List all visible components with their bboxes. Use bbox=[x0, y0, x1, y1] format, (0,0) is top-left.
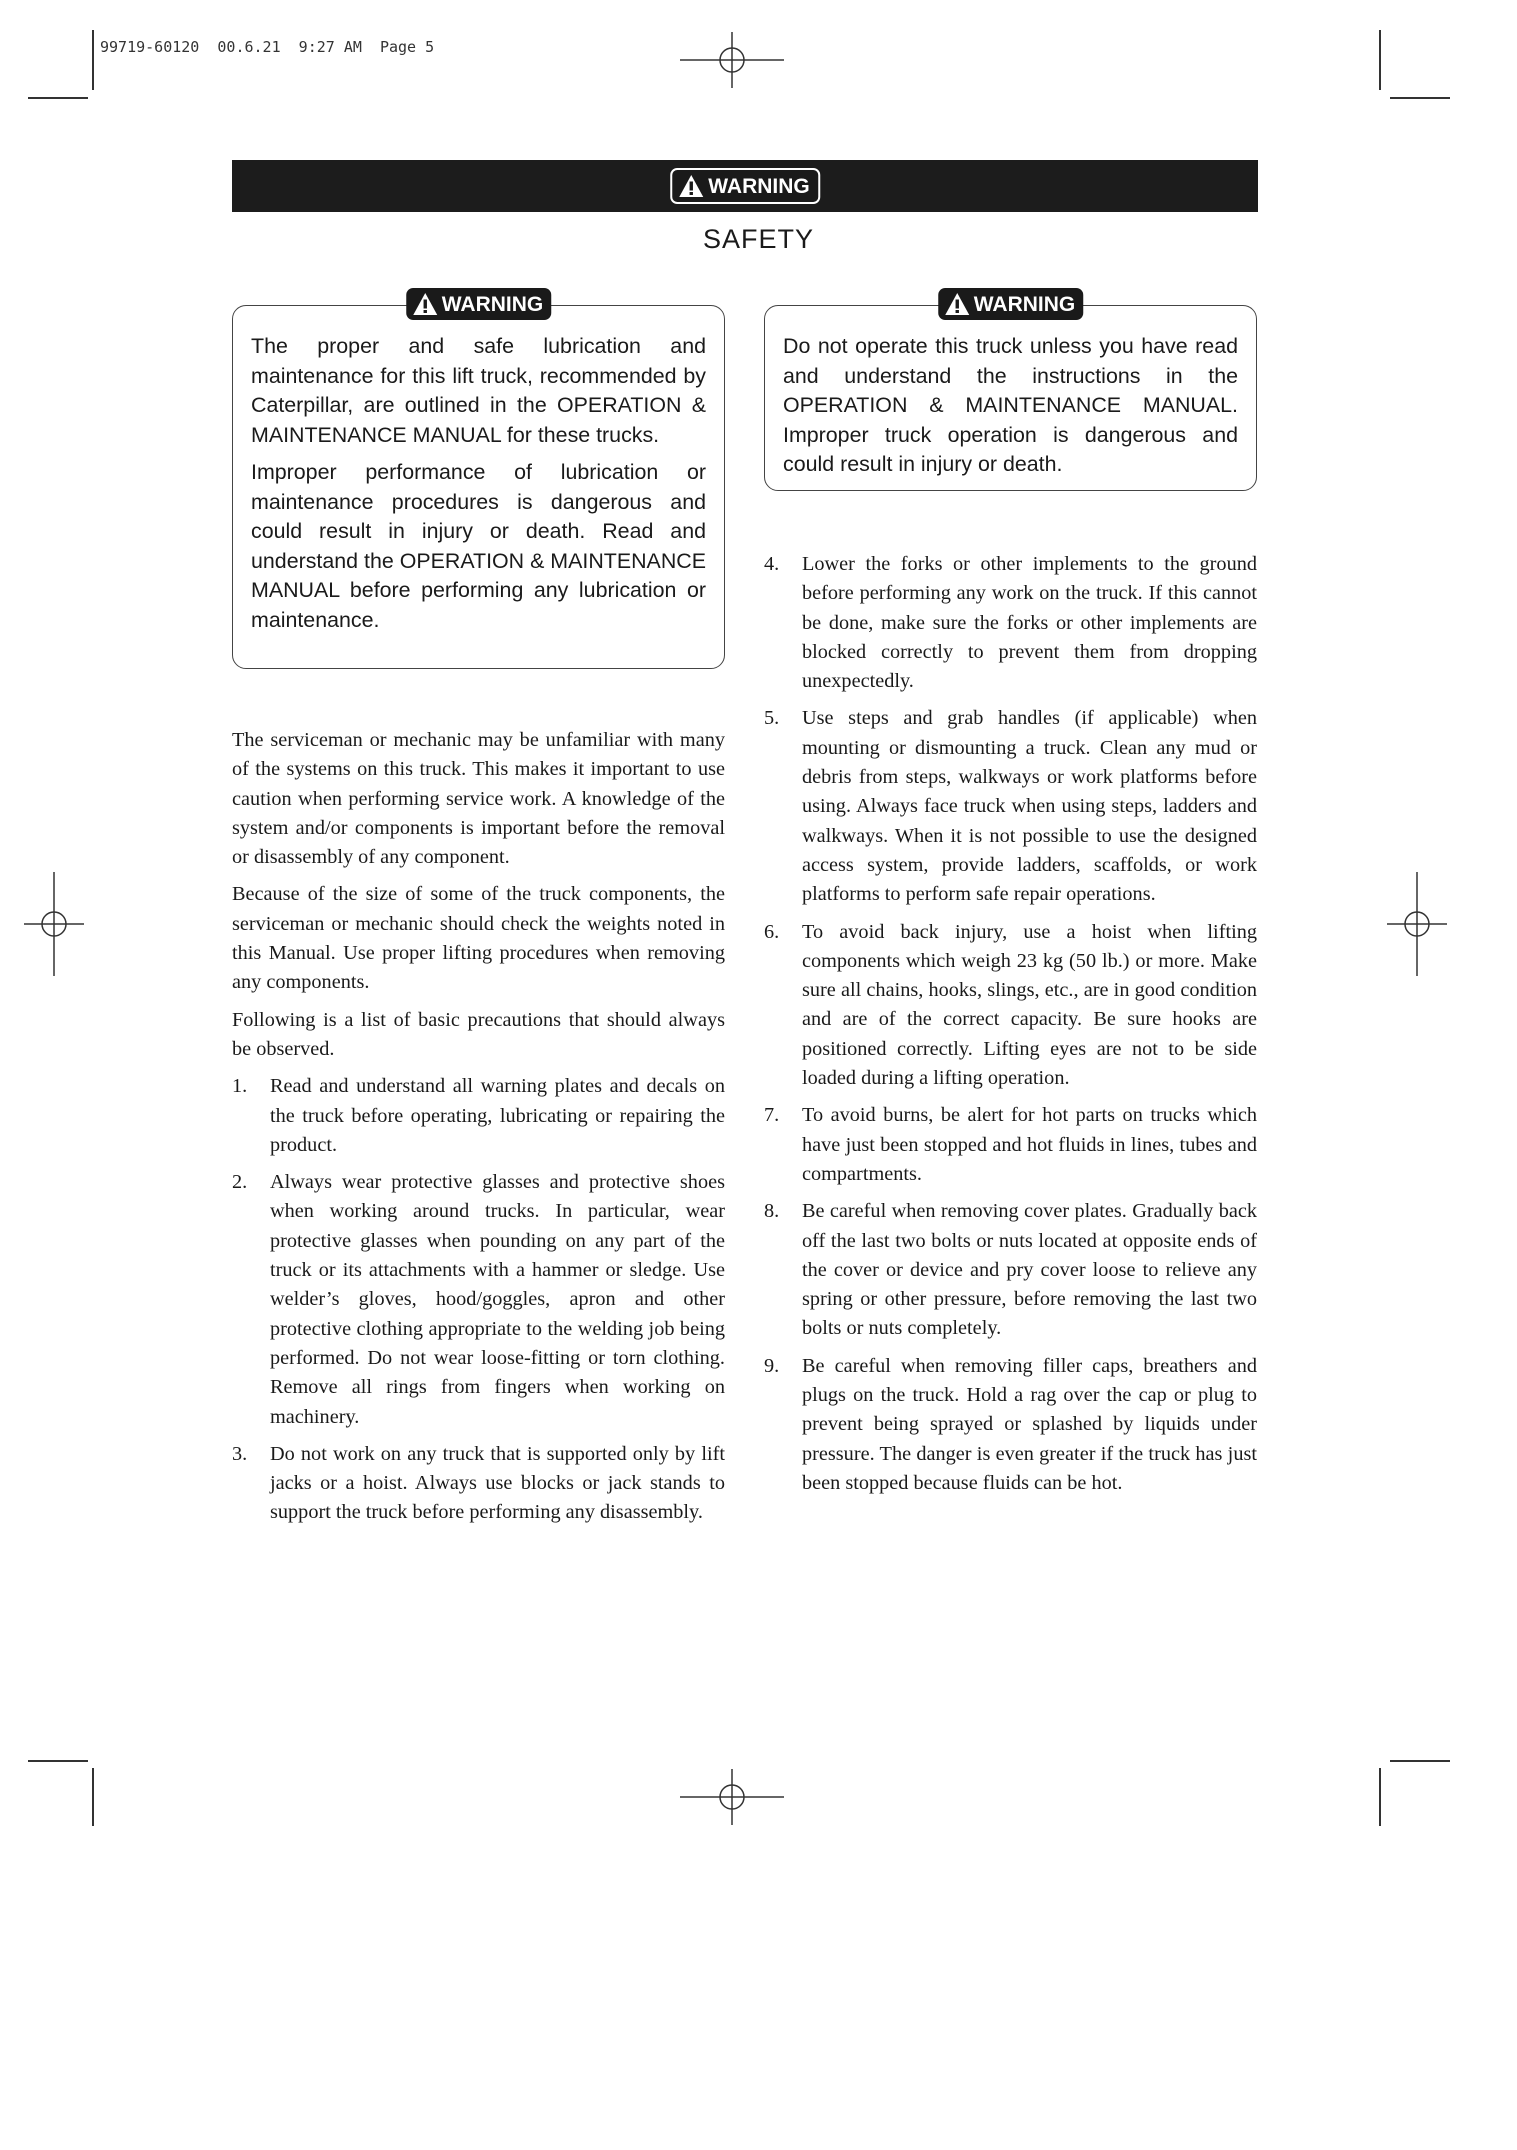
warning-text: The proper and safe lubrication and maintenance for this lift truck, recommended by Caterpillar, are outlined in the OPERATION & MAINTENANCE MANUAL for these trucks. bbox=[251, 334, 706, 447]
warning-badge bbox=[406, 288, 552, 320]
warning-text: Do not operate this truck unless you have read and understand the instructions in the OPERATION & MAINTENANCE MANUAL. Improper truck operation is dangerous and could result in injury or death. bbox=[783, 334, 1238, 476]
warning-badge bbox=[938, 288, 1084, 320]
right-warning-box bbox=[764, 292, 1257, 491]
registration-mark-bottom bbox=[680, 1767, 784, 1827]
crop-mark bbox=[28, 1760, 88, 1762]
item-number: 6. bbox=[764, 920, 780, 943]
registration-mark-right bbox=[1387, 872, 1447, 976]
warning-triangle-icon bbox=[678, 174, 704, 198]
print-slug: 99719-60120 00.6.21 9:27 AM Page 5 bbox=[100, 38, 435, 56]
item-number: 8. bbox=[764, 1200, 780, 1223]
item-text: Read and understand all warning plates and decals on the truck before operating, lubricating or repairing the product. bbox=[270, 1075, 725, 1156]
list-item bbox=[232, 1440, 725, 1528]
item-text: Be careful when removing cover plates. Gradually back off the last two bolts or nuts located at opposite ends of the cover or device and pry cover loose to relieve any spring or other pressure, before removing the last two bolts or nuts completely. bbox=[802, 1200, 1257, 1340]
item-text: To avoid back injury, use a hoist when lifting components which weigh 23 kg (50 lb.) or more. Make sure all chains, hooks, slings, etc., are in good condition and are of the correct capacity. Be sure hooks are positioned correctly. Lifting eyes are not to be side loaded during a lifting operation. bbox=[802, 920, 1257, 1090]
item-number: 9. bbox=[764, 1354, 780, 1377]
warning-label: WARNING bbox=[441, 292, 544, 316]
list-item bbox=[764, 1352, 1257, 1498]
crop-mark bbox=[28, 97, 88, 99]
crop-mark bbox=[92, 30, 94, 90]
warning-label: WARNING bbox=[708, 174, 810, 198]
registration-mark-top bbox=[680, 30, 784, 90]
body-paragraph: Because of the size of some of the truck components, the serviceman or mechanic should check the weights noted in this Manual. Use proper lifting procedures when removing any components. bbox=[232, 883, 725, 994]
crop-mark bbox=[1390, 97, 1450, 99]
body-paragraph: Following is a list of basic precautions that should always be observed. bbox=[232, 1008, 725, 1060]
item-number: 2. bbox=[232, 1171, 248, 1194]
list-item bbox=[764, 1197, 1257, 1343]
right-column bbox=[764, 550, 1257, 1506]
crop-mark bbox=[1379, 30, 1381, 90]
item-text: Be careful when removing filler caps, breathers and plugs on the truck. Hold a rag over the cap or plug to prevent being sprayed or splashed by liquids under pressure. The danger is even greater if the truck has just been stopped because fluids can be hot. bbox=[802, 1354, 1257, 1494]
list-item bbox=[764, 1101, 1257, 1189]
crop-mark bbox=[92, 1768, 94, 1826]
list-item bbox=[764, 550, 1257, 696]
list-item bbox=[232, 1168, 725, 1432]
item-number: 7. bbox=[764, 1104, 780, 1127]
item-number: 5. bbox=[764, 707, 780, 730]
body-paragraph: The serviceman or mechanic may be unfamiliar with many of the systems on this truck. This makes it important to use caution when performing service work. A knowledge of the system and/or components is important before the removal or disassembly of any component. bbox=[232, 729, 725, 869]
registration-mark-left bbox=[24, 872, 84, 976]
item-number: 1. bbox=[232, 1075, 248, 1098]
crop-mark bbox=[1390, 1760, 1450, 1762]
item-text: To avoid burns, be alert for hot parts on trucks which have just been stopped and hot fluids in lines, tubes and compartments. bbox=[802, 1104, 1257, 1185]
item-text: Always wear protective glasses and protective shoes when working around trucks. In particular, wear protective glasses when pounding on any part of the truck or its attachments with a hammer or sledge. Use welder’s gloves, hood/goggles, apron and other protective clothing appropriate to the welding job being performed. Do not wear loose-fitting or torn clothing. Remove all rings from fingers when working on machinery. bbox=[270, 1171, 725, 1428]
left-warning-box bbox=[232, 292, 725, 669]
header-bar bbox=[232, 160, 1258, 212]
list-item bbox=[764, 918, 1257, 1094]
warning-text: Improper performance of lubrication or maintenance procedures is dangerous and could result in injury or death. Read and understand the OPERATION & MAINTENANCE MANUAL before performing any lubrication or maintenance. bbox=[251, 460, 706, 632]
warning-badge bbox=[670, 168, 820, 204]
left-column bbox=[232, 726, 725, 1536]
item-number: 4. bbox=[764, 553, 780, 575]
item-number: 3. bbox=[232, 1442, 248, 1465]
warning-triangle-icon bbox=[944, 292, 970, 316]
crop-mark bbox=[1379, 1768, 1381, 1826]
list-item bbox=[232, 1072, 725, 1160]
page-title: SAFETY bbox=[702, 224, 815, 254]
item-text: Lower the forks or other implements to the ground before performing any work on the truck. If this cannot be done, make sure the forks or other implements are blocked correctly to prevent them from dropping unexpectedly. bbox=[802, 553, 1257, 693]
item-text: Do not work on any truck that is supported only by lift jacks or a hoist. Always use blocks or jack stands to support the truck before performing any disassembly. bbox=[270, 1442, 725, 1524]
warning-label: WARNING bbox=[973, 292, 1076, 316]
item-text: Use steps and grab handles (if applicable) when mounting or dismounting a truck. Clean any mud or debris from steps, walkways or work platforms before using. Always face truck when using steps, ladders and walkways. When it is not possible to use the designed access system, provide ladders, scaffolds, or work platforms to perform safe repair operations. bbox=[802, 707, 1257, 906]
warning-triangle-icon bbox=[412, 292, 438, 316]
list-item bbox=[764, 704, 1257, 909]
